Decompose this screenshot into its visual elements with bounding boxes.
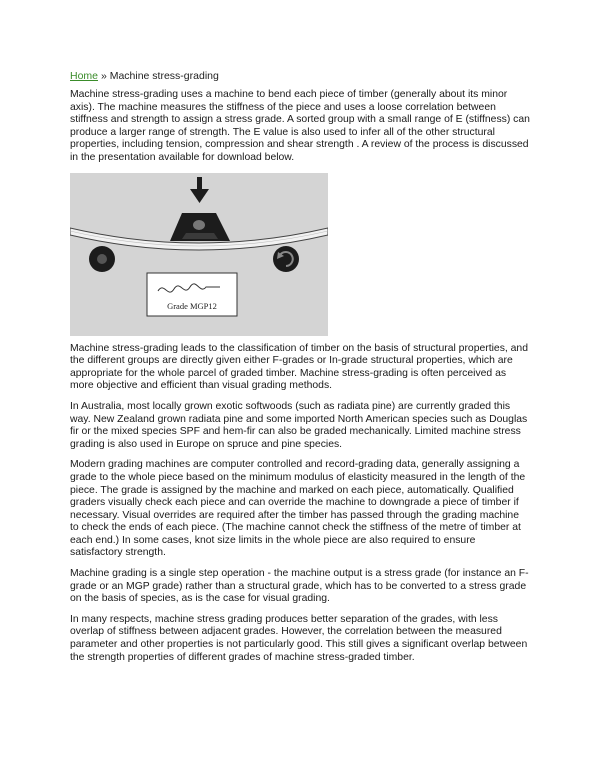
breadcrumb — [70, 70, 530, 83]
breadcrumb-separator: » — [100, 70, 107, 82]
breadcrumb-home-link[interactable]: Home — [70, 70, 99, 82]
grade-stamp-label: Grade MGP12 — [167, 300, 217, 311]
paragraph-single-step: Machine grading is a single step operation - the machine output is a stress grade (for instance an F-grade or an MGP grade) rather than a structural grade, which has to be converted to a stress grade on the basis of species, as is the case for visual grading. — [70, 568, 529, 605]
paragraph-modern-machines: Modern grading machines are computer controlled and record-grading data, generally assigning a grade to the whole piece based on the minimum modulus of elasticity measured in the length of the piece. The grade is assigned by the machine and marked on each piece, automatically. Qualified graders visually check each piece and can override the machine to downgrade a piece of timber if necessary. Visual overrides are required after the timber has passed through the grading machine to check the ends of each piece. (The machine cannot check the stiffness of the metre of timber at each end.) In some cases, knot size limits in the whole piece are also required to ensure satisfactory strength. — [70, 459, 526, 559]
paragraph-intro: Machine stress-grading uses a machine to bend each piece of timber (generally about its minor axis). The machine measures the stiffness of the piece and uses a loose correlation between stiffness and strength to assign a stress grade. A sorted group with a small range of E (stiffness) can produce a larger range of strength. The E value is also used to infer all of the other structural properties, including tension, compression and shear strength . A review of the process is discussed in the presentation available for download below. — [70, 89, 530, 163]
grade-stamp — [147, 273, 237, 316]
paragraph-australia: In Australia, most locally grown exotic softwoods (such as radiata pine) are currently graded this way. New Zealand grown radiata pine and some imported North American species such as Douglas fir or the mixed species SPF and hem-fir can also be graded mechanically. Limited machine stress grading is also used in Europe on spruce and pine species. — [70, 400, 528, 450]
machine-diagram-figure — [70, 173, 328, 336]
article — [70, 70, 530, 672]
paragraph-separation: In many respects, machine stress grading produces better separation of the grades, with less overlap of stiffness between adjacent grades. However, the correlation between the measured parameter and other properties is not particularly good. This still gives a significant overlap between the strength properties of different grades of machine stress-graded timber. — [70, 613, 528, 663]
paragraph-classification: Machine stress-grading leads to the classification of timber on the basis of structural properties, and the different groups are directly given either F-grades or In-grade structural properties, which are appropriate for the whole parcel of graded timber. Machine stress-grading is often perceived as more objective and efficient than visual grading methods. — [70, 342, 528, 392]
left-roller — [89, 246, 115, 272]
breadcrumb-current: Machine stress-grading — [109, 70, 219, 82]
machine-diagram — [70, 173, 328, 336]
right-roller — [273, 246, 299, 272]
